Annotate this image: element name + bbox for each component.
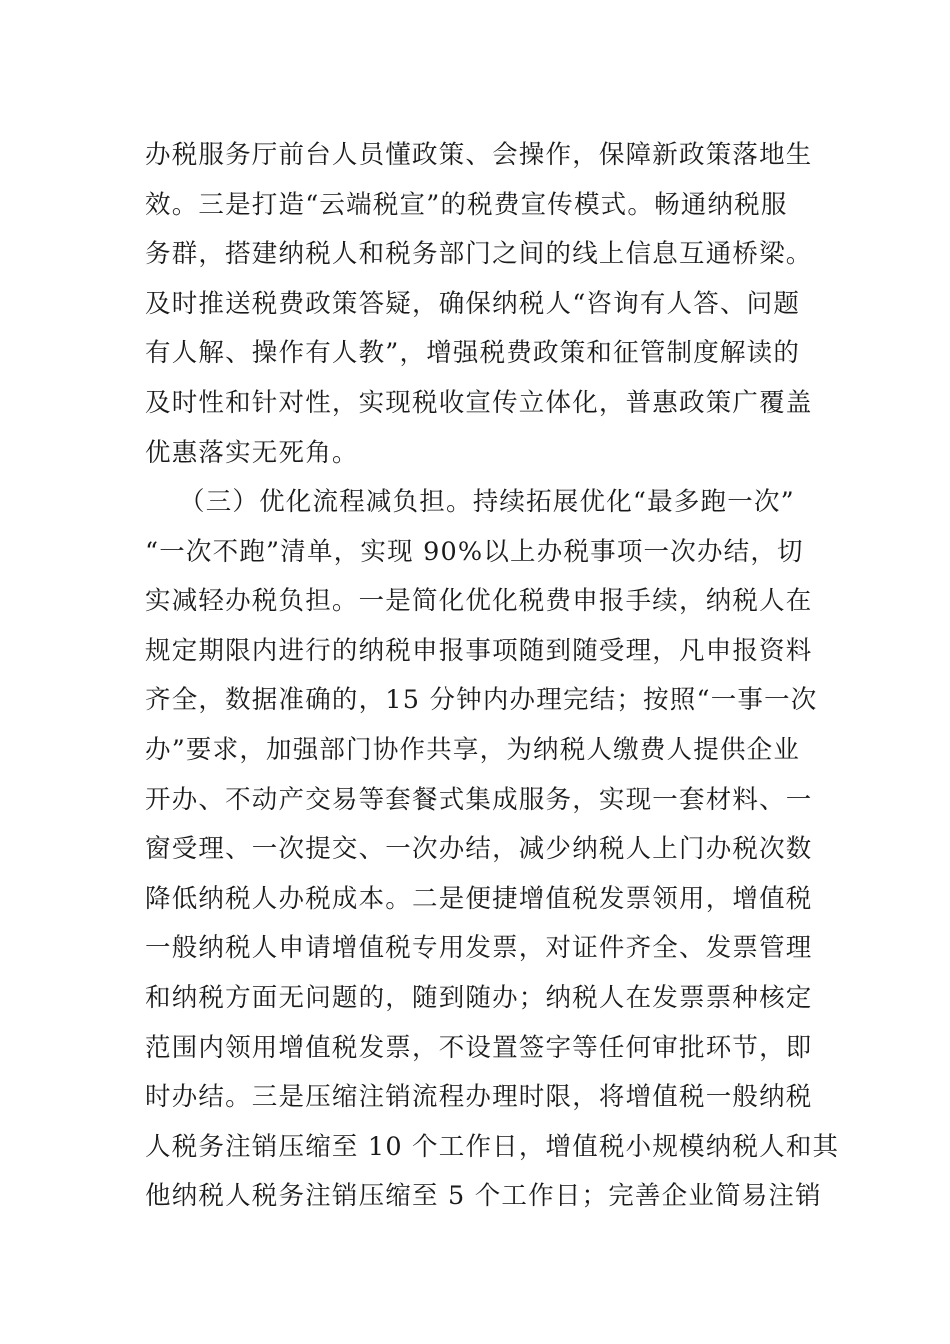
- text-line: 开办、不动产交易等套餐式集成服务，实现一套材料、一: [145, 784, 813, 815]
- text-line: “一次不跑”清单，实现 90%以上办税事项一次办结，切: [145, 536, 804, 567]
- paragraph-section-3: [145, 478, 840, 1222]
- paragraph-continuation: [145, 131, 815, 478]
- text-line: 人税务注销压缩至 10 个工作日，增值税小规模纳税人和其: [145, 1131, 840, 1162]
- text-line: 规定期限内进行的纳税申报事项随到随受理，凡申报资料: [145, 635, 813, 666]
- text-line: 齐全，数据准确的，15 分钟内办理完结；按照“一事一次: [145, 685, 818, 716]
- text-line: 窗受理、一次提交、一次办结，减少纳税人上门办税次数: [145, 834, 813, 865]
- text-line: 及时推送税费政策答疑，确保纳税人“咨询有人答、问题: [145, 288, 801, 319]
- text-line: 效。三是打造“云端税宣”的税费宣传模式。畅通纳税服: [145, 189, 788, 220]
- text-line: 和纳税方面无问题的，随到随办；纳税人在发票票种核定: [145, 982, 813, 1013]
- text-line: 务群，搭建纳税人和税务部门之间的线上信息互通桥梁。: [145, 239, 813, 270]
- text-line: 降低纳税人办税成本。二是便捷增值税发票领用，增值税: [145, 883, 813, 914]
- text-line: 优惠落实无死角。: [145, 437, 359, 468]
- text-line: 一般纳税人申请增值税专用发票，对证件齐全、发票管理: [145, 933, 813, 964]
- text-line: 范围内领用增值税发票，不设置签字等任何审批环节，即: [145, 1032, 813, 1063]
- text-line: 办税服务厅前台人员懂政策、会操作，保障新政策落地生: [145, 140, 813, 170]
- text-line: 时办结。三是压缩注销流程办理时限，将增值税一般纳税: [145, 1082, 813, 1113]
- text-line: 办”要求，加强部门协作共享，为纳税人缴费人提供企业: [145, 734, 801, 765]
- text-line: 有人解、操作有人教”，增强税费政策和征管制度解读的: [145, 338, 801, 369]
- text-line: 实减轻办税负担。一是简化优化税费申报手续，纳税人在: [145, 586, 813, 617]
- text-line: 他纳税人税务注销压缩至 5 个工作日；完善企业简易注销: [145, 1181, 822, 1212]
- text-line: 及时性和针对性，实现税收宣传立体化，普惠政策广覆盖: [145, 387, 813, 418]
- section-heading-line: （三）优化流程减负担。持续拓展优化“最多跑一次”: [179, 487, 795, 517]
